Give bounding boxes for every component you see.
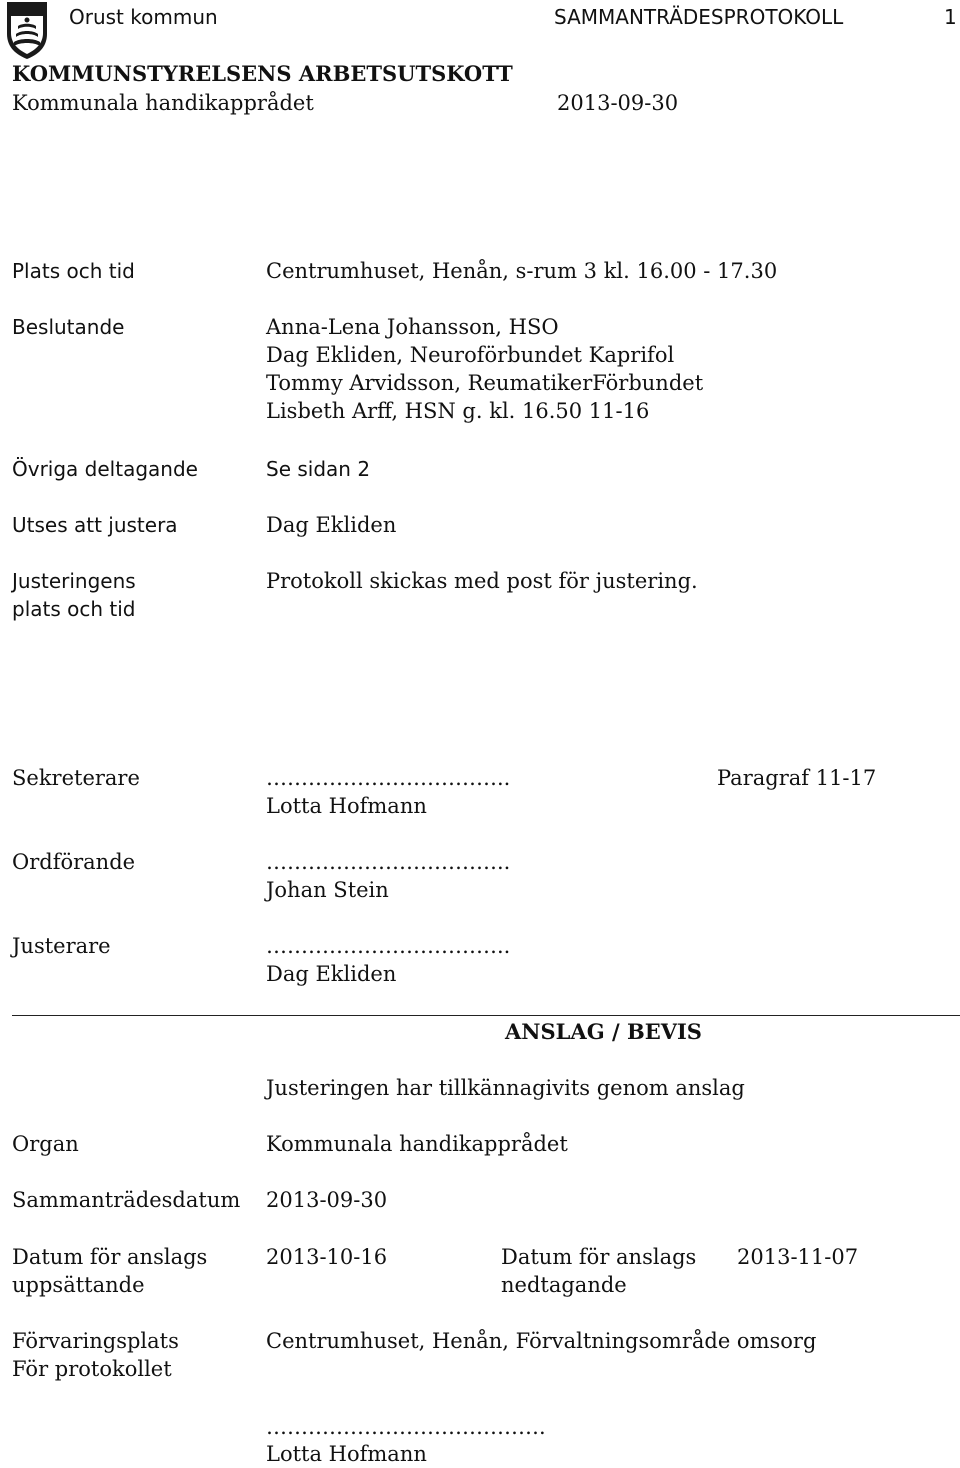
paragraph-range: Paragraf 11-17 [717, 766, 877, 790]
posted-date-label: Datum för anslags [12, 1245, 208, 1269]
notice-signer-name: Lotta Hofmann [266, 1442, 427, 1466]
meeting-date: 2013-09-30 [557, 91, 679, 115]
storage-label: Förvaringsplats [12, 1329, 179, 1353]
chair-signature-line: …………………………….. [266, 850, 511, 874]
place-label: Plats och tid [12, 259, 135, 283]
meeting-date-label: Sammanträdesdatum [12, 1188, 241, 1212]
committee-title: KOMMUNSTYRELSENS ARBETSUTSKOTT [12, 61, 513, 86]
secretary-name: Lotta Hofmann [266, 794, 427, 818]
notice-intro: Justeringen har tillkännagivits genom anslag [266, 1076, 745, 1100]
removed-date-value: 2013-11-07 [737, 1245, 859, 1269]
posted-date-value: 2013-10-16 [266, 1245, 388, 1269]
removed-date-label: Datum för anslags [501, 1245, 697, 1269]
notice-signature-line: …………………………………. [266, 1415, 546, 1439]
adjuster-label: Justerare [12, 934, 111, 958]
storage-label: För protokollet [12, 1357, 172, 1381]
posted-date-label: uppsättande [12, 1273, 145, 1297]
adjust-place-label: plats och tid [12, 597, 136, 621]
document-type: SAMMANTRÄDESPROTOKOLL [554, 5, 844, 29]
storage-value: Centrumhuset, Henån, Förvaltningsområde omsorg [266, 1329, 817, 1353]
chair-name: Johan Stein [266, 878, 389, 902]
adjuster-signature-line: …………………………….. [266, 934, 511, 958]
place-value: Centrumhuset, Henån, s-rum 3 kl. 16.00 - 17.30 [266, 259, 778, 283]
section-divider [12, 1015, 960, 1016]
secretary-label: Sekreterare [12, 766, 140, 790]
deciding-member: Anna-Lena Johansson, HSO [266, 315, 559, 339]
deciding-label: Beslutande [12, 315, 125, 339]
deciding-member: Dag Ekliden, Neuroförbundet Kaprifol [266, 343, 675, 367]
meeting-date-value: 2013-09-30 [266, 1188, 388, 1212]
page-number: 1 [944, 5, 957, 29]
adjuster-name: Dag Ekliden [266, 962, 397, 986]
chair-label: Ordförande [12, 850, 136, 874]
notice-title: ANSLAG / BEVIS [505, 1019, 702, 1044]
adjust-value: Dag Ekliden [266, 513, 397, 537]
organ-label: Organ [12, 1132, 79, 1156]
adjust-place-label: Justeringens [12, 569, 136, 593]
adjust-label: Utses att justera [12, 513, 178, 537]
organ-value: Kommunala handikapprådet [266, 1132, 568, 1156]
deciding-member: Tommy Arvidsson, ReumatikerFörbundet [266, 371, 704, 395]
others-label: Övriga deltagande [12, 457, 198, 481]
deciding-member: Lisbeth Arff, HSN g. kl. 16.50 11-16 [266, 399, 650, 423]
body-name: Kommunala handikapprådet [12, 91, 314, 115]
municipality-name: Orust kommun [69, 5, 218, 29]
municipal-coat-of-arms-logo [4, 0, 50, 60]
adjust-place-value: Protokoll skickas med post för justering. [266, 569, 698, 593]
secretary-signature-line: …………………………….. [266, 766, 511, 790]
removed-date-label: nedtagande [501, 1273, 627, 1297]
others-value: Se sidan 2 [266, 457, 371, 481]
